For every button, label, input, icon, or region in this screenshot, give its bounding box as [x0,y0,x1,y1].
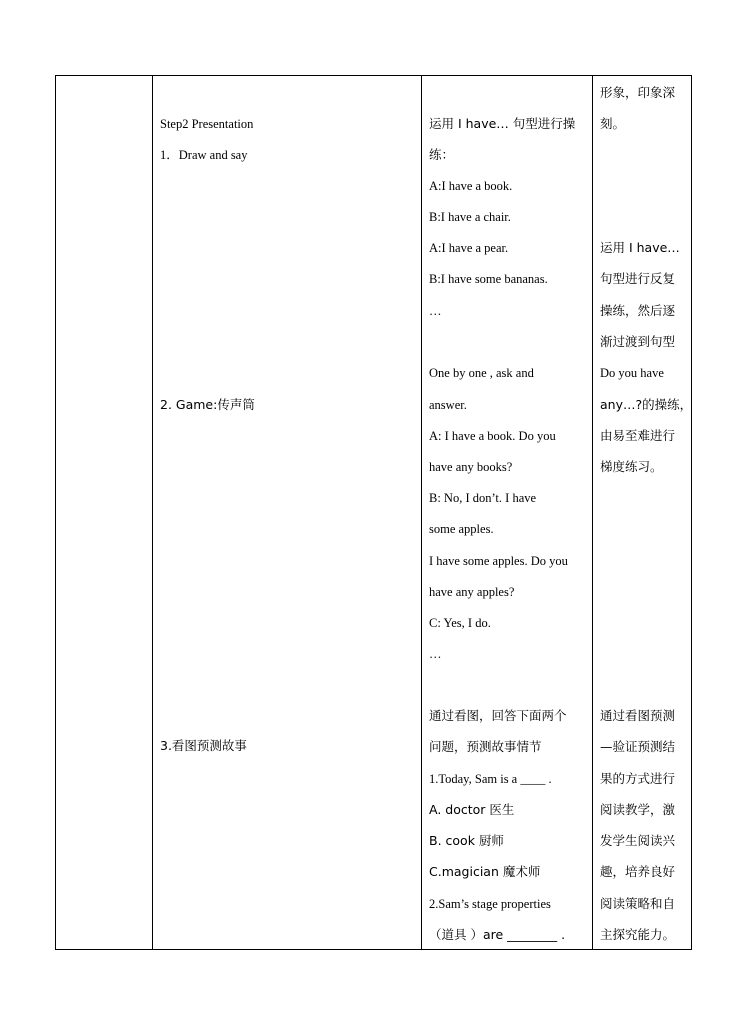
table-row [56,76,692,950]
content-line: 通过看图，回答下面两个 [429,708,567,723]
content-line: have any apples? [429,585,515,599]
content-line: C.magician 魔术师 [429,864,541,879]
content-line: … [429,647,442,661]
purpose-line: 形象，印象深 [600,85,676,100]
content-line: B. cook 厨师 [429,833,504,848]
content-line: 问题，预测故事情节 [429,739,542,754]
activity-game: 2. Game:传声筒 [160,397,255,412]
purpose-cell [593,76,692,950]
purpose-line: 主探究能力。 [600,927,676,942]
purpose-line: —验证预测结 [600,739,676,754]
content-line: some apples. [429,522,494,536]
content-line: A: I have a book. Do you [429,429,556,443]
purpose-line: 通过看图预测 [600,708,676,723]
content-line: （道具 ）are ________ . [429,927,566,942]
content-line: 运用 I have… 句型进行操 [429,116,576,131]
purpose-line: 刻。 [600,116,626,131]
content-line: have any books? [429,460,513,474]
content-line: I have some apples. Do you [429,554,568,568]
purpose-line: 由易至难进行 [600,428,676,443]
content-line: C: Yes, I do. [429,616,491,630]
purpose-line: 渐过渡到句型 [600,334,676,349]
step-heading: Step2 Presentation [160,117,254,131]
purpose-line: 果的方式进行 [600,771,676,786]
content-cell [422,76,593,950]
content-line: A. doctor 医生 [429,802,515,817]
purpose-line: Do you have [600,366,664,380]
lesson-plan-table [55,75,692,950]
purpose-line: 运用 I have… [600,240,680,255]
activity-predict-story: 3.看图预测故事 [160,738,247,753]
content-line: 2.Sam’s stage properties [429,897,551,911]
purpose-line: 句型进行反复 [600,271,676,286]
content-line: B:I have some bananas. [429,272,548,286]
content-line: A:I have a book. [429,179,513,193]
purpose-line: 阅读教学，激 [600,802,676,817]
content-line: A:I have a pear. [429,241,509,255]
content-line: One by one , ask and [429,366,534,380]
purpose-line: 趣，培养良好 [600,864,676,879]
purpose-line: 阅读策略和自 [600,896,676,911]
activity-draw-and-say: 1．Draw and say [160,148,248,162]
content-line: answer. [429,398,467,412]
purpose-line: any…?的操练， [600,397,693,412]
content-line: 练： [429,147,455,162]
purpose-line: 梯度练习。 [600,459,663,474]
content-line: 1.Today, Sam is a ____ . [429,772,552,786]
purpose-line: 发学生阅读兴 [600,833,676,848]
purpose-line: 操练，然后逐 [600,303,676,318]
empty-cell [56,76,153,950]
procedure-cell [153,76,422,950]
content-line: B: No, I don’t. I have [429,491,537,505]
content-line: B:I have a chair. [429,210,511,224]
content-line: … [429,304,442,318]
